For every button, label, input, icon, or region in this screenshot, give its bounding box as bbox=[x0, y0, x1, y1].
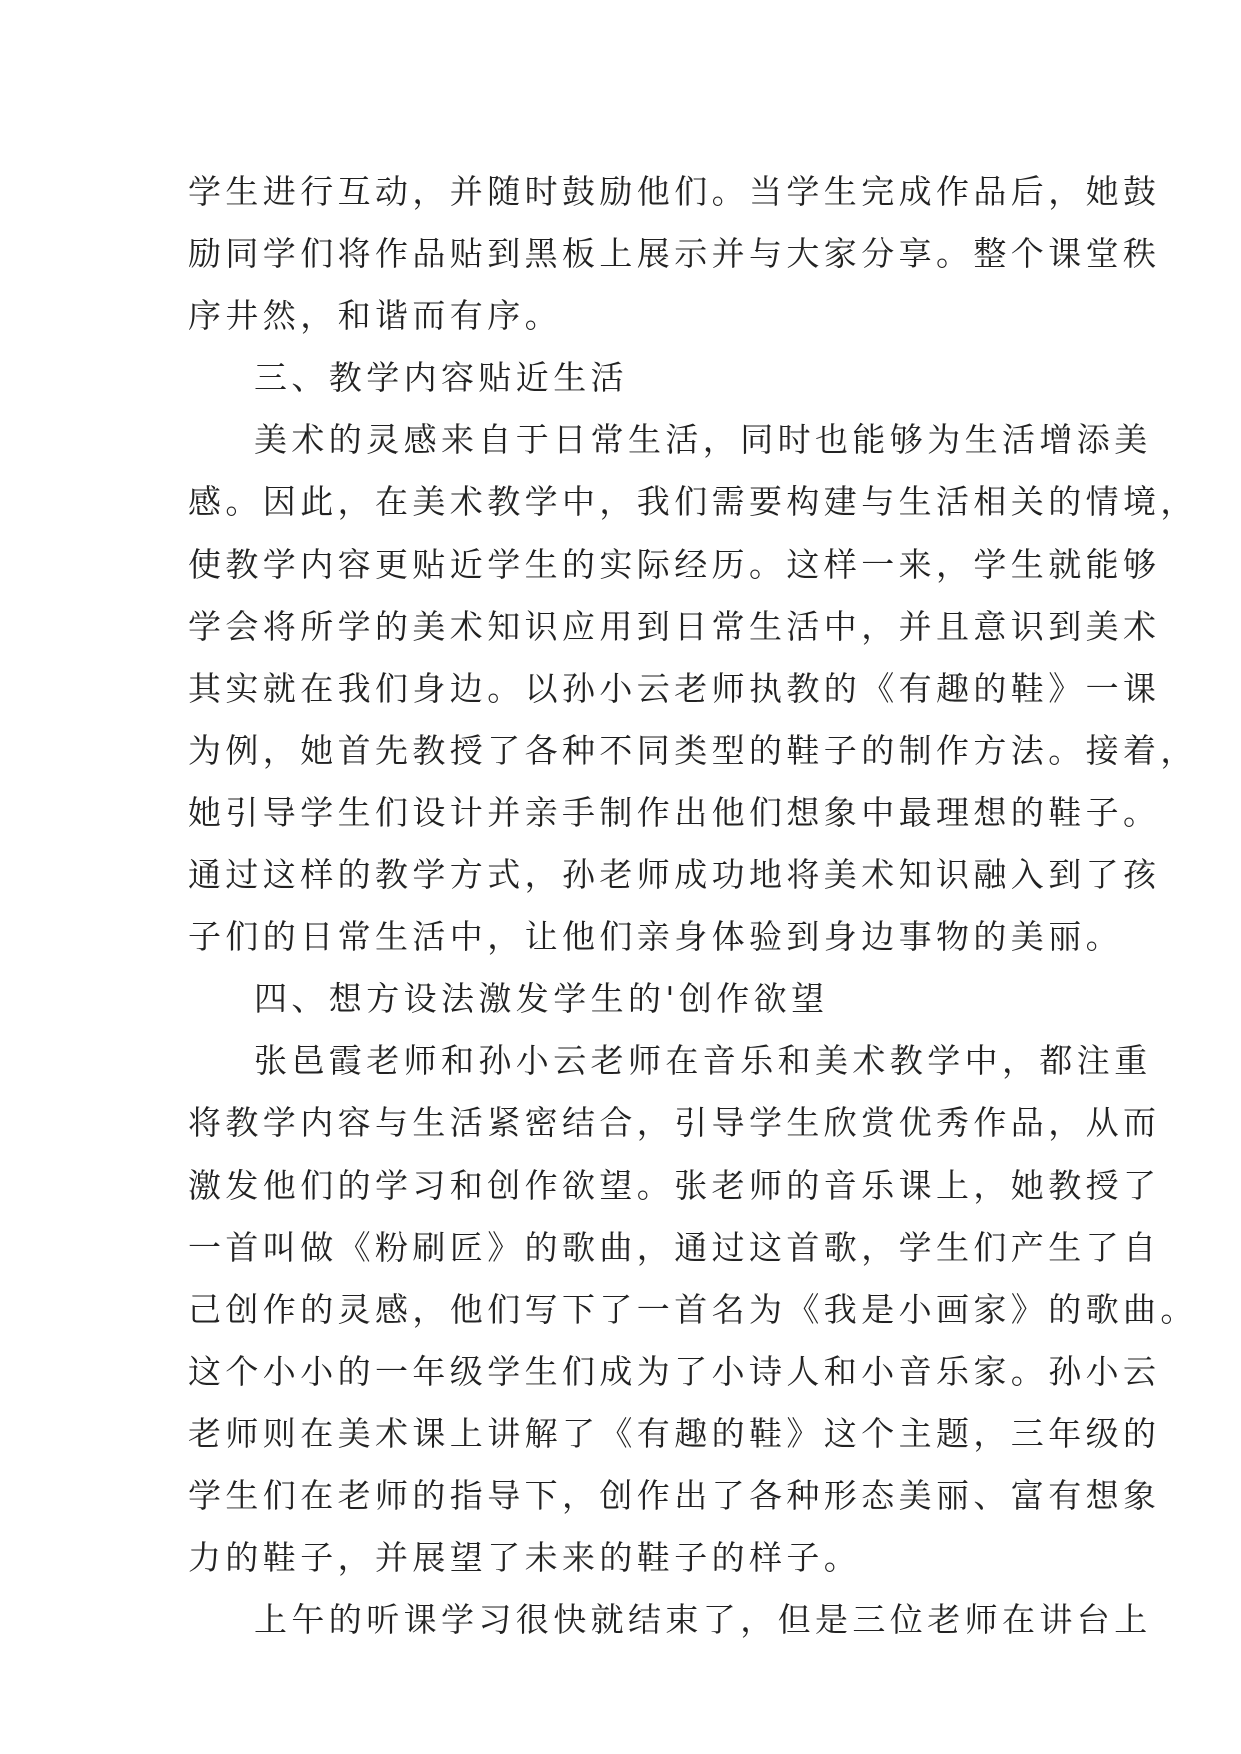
text-line: 其实就在我们身边。以孙小云老师执教的《有趣的鞋》一课 bbox=[188, 668, 1161, 708]
text-line: 老师则在美术课上讲解了《有趣的鞋》这个主题，三年级的 bbox=[188, 1413, 1161, 1453]
paragraph-first-line: 张邑霞老师和孙小云老师在音乐和美术教学中，都注重 bbox=[254, 1041, 1152, 1081]
paragraph-first-line: 美术的灵感来自于日常生活，同时也能够为生活增添美 bbox=[254, 420, 1152, 460]
text-line: 激发他们的学习和创作欲望。张老师的音乐课上，她教授了 bbox=[188, 1165, 1161, 1205]
text-line: 感。因此，在美术教学中，我们需要构建与生活相关的情境， bbox=[188, 482, 1198, 522]
text-line: 学生们在老师的指导下，创作出了各种形态美丽、富有想象 bbox=[188, 1475, 1161, 1515]
text-line: 励同学们将作品贴到黑板上展示并与大家分享。整个课堂秩 bbox=[188, 234, 1161, 274]
text-line: 为例，她首先教授了各种不同类型的鞋子的制作方法。接着， bbox=[188, 730, 1198, 770]
text-line: 通过这样的教学方式，孙老师成功地将美术知识融入到了孩 bbox=[188, 855, 1161, 895]
text-line: 她引导学生们设计并亲手制作出他们想象中最理想的鞋子。 bbox=[188, 792, 1161, 832]
document-body bbox=[188, 161, 1198, 1651]
text-line: 将教学内容与生活紧密结合，引导学生欣赏优秀作品，从而 bbox=[188, 1103, 1161, 1143]
text-line: 这个小小的一年级学生们成为了小诗人和小音乐家。孙小云 bbox=[188, 1351, 1161, 1391]
text-line: 序井然，和谐而有序。 bbox=[188, 296, 562, 336]
text-line: 己创作的灵感，他们写下了一首名为《我是小画家》的歌曲。 bbox=[188, 1289, 1198, 1329]
text-line: 学生进行互动，并随时鼓励他们。当学生完成作品后，她鼓 bbox=[188, 172, 1161, 211]
paragraph-first-line: 三、教学内容贴近生活 bbox=[254, 358, 628, 398]
paragraph-first-line: 四、想方设法激发学生的'创作欲望 bbox=[254, 979, 829, 1019]
text-line: 学会将所学的美术知识应用到日常生活中，并且意识到美术 bbox=[188, 606, 1161, 646]
text-line: 一首叫做《粉刷匠》的歌曲，通过这首歌，学生们产生了自 bbox=[188, 1227, 1161, 1267]
text-line: 使教学内容更贴近学生的实际经历。这样一来，学生就能够 bbox=[188, 544, 1161, 584]
text-line: 子们的日常生活中，让他们亲身体验到身边事物的美丽。 bbox=[188, 917, 1123, 957]
text-line: 力的鞋子，并展望了未来的鞋子的样子。 bbox=[188, 1538, 862, 1578]
paragraph-first-line: 上午的听课学习很快就结束了，但是三位老师在讲台上 bbox=[254, 1600, 1152, 1640]
